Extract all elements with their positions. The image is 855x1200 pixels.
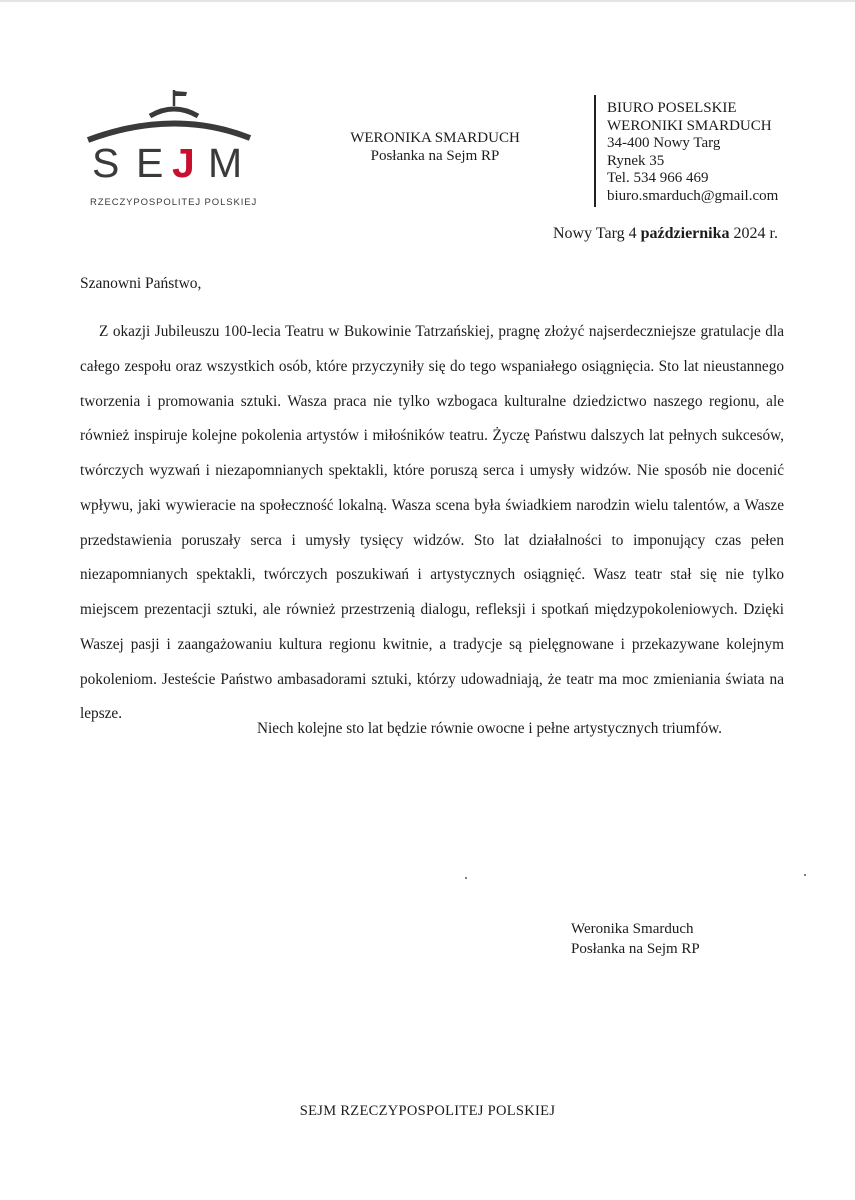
office-line: 34-400 Nowy Targ [607, 135, 721, 151]
office-line: Rynek 35 [607, 152, 665, 169]
sejm-logo [84, 88, 259, 213]
office-line: BIURO POSELSKIE [607, 100, 737, 116]
body-paragraph-text: Z okazji Jubileuszu 100-lecia Teatru w Bukowinie Tatrzańskiej, pragnę złożyć najserdeczniejsze gratulacje dla całego zespołu oraz wszystkich osób, które przyczyniły się do tego wspaniałego osiągnięcia. Sto lat nieustannego tworzenia i promowania sztuki. Wasza praca nie tylko wzbogaca kulturalne dziedzictwo naszego regionu, ale również inspiruje kolejne pokolenia artystów i miłośników teatru. Życzę Państwu dalszych lat pełnych sukcesów, twórczych wyzwań i niezapomnianych spektakli, które poruszą serca i umysły widzów. Nie sposób nie docenić wpływu, jaki wywieracie na społeczność lokalną. Wasza scena była świadkiem narodzin wielu talentów, a Wasze przedstawienia poruszały serca i umysły tysięcy widzów. Sto lat działalności to imponujący czas pełen niezapomnianych spektakli, twórczych poszukiwań i artystycznych osiągnięć. Wasz teatr stał się nie tylko miejscem prezentacji sztuki, ale również przestrzenią dialogu, refleksji i spotkań międzypokoleniowych. Dzięki Waszej pasji i zaangażowaniu kultura regionu kwitnie, a tradycje są pielęgnowane i przekazywane kolejnym pokoleniom. Jesteście Państwo ambasadorami sztuki, którzy udowadniają, że teatr ma moc zmieniania świata na lepsze. [80, 323, 784, 723]
signature-role: Posłanka na Sejm RP [571, 941, 700, 957]
date-suffix: 2024 r. [729, 225, 778, 242]
office-address [607, 100, 778, 205]
body-paragraph [80, 315, 784, 732]
page-footer: SEJM RZECZYPOSPOLITEJ POLSKIEJ [299, 1103, 556, 1119]
office-line: WERONIKI SMARDUCH [607, 117, 772, 134]
logo-wordmark [84, 140, 259, 190]
logo-letter-j: J [172, 140, 195, 186]
scan-speck [465, 877, 467, 879]
letter-body [80, 315, 784, 732]
signature-block [571, 919, 700, 959]
logo-subtitle: RZECZYPOSPOLITEJ POLSKIEJ [90, 197, 258, 208]
logo-letter-s: S [92, 140, 120, 186]
office-divider [594, 95, 596, 207]
signature-name: Weronika Smarduch [571, 921, 694, 937]
salutation: Szanowni Państwo, [80, 275, 202, 292]
date-month: października [640, 225, 730, 242]
office-phone: Tel. 534 966 469 [607, 170, 709, 186]
letter-date [553, 225, 778, 243]
scan-edge [0, 0, 855, 2]
sender-role: Posłanka na Sejm RP [370, 148, 500, 164]
sejm-dome-icon [84, 88, 259, 148]
logo-letter-m: M [208, 140, 243, 186]
logo-letter-e: E [136, 140, 164, 186]
closing-line: Niech kolejne sto lat będzie równie owocne i pełne artystycznych triumfów. [257, 720, 722, 737]
sender-header [330, 129, 540, 165]
office-email: biuro.smarduch@gmail.com [607, 187, 779, 204]
sender-name: WERONIKA SMARDUCH [350, 130, 520, 146]
scan-speck [804, 874, 806, 876]
date-prefix: Nowy Targ 4 [553, 225, 641, 242]
